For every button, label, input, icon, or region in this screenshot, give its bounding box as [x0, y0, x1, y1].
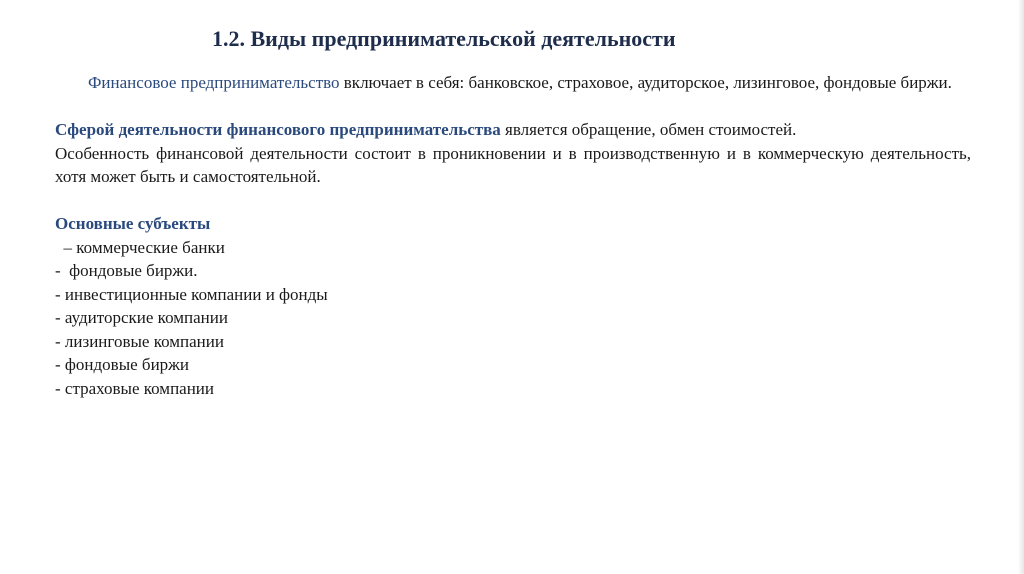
paragraph-feature: Особенность финансовой деятельности состоит в проникновении и в производственную и в коммерческую деятельность, хотя может быть и самостоятельной. [55, 143, 971, 186]
paragraph-sphere [55, 118, 971, 142]
paragraph-1-text: включает в себя: банковское, страховое, аудиторское, лизинговое, фондовые биржи. [339, 73, 952, 92]
spacer [55, 95, 971, 119]
spacer [55, 189, 971, 213]
list-item: - фондовые биржи. [55, 261, 198, 280]
subjects-heading: Основные субъекты [55, 214, 211, 233]
list-item: - фондовые биржи [55, 355, 190, 374]
slide-title: 1.2. Виды предпринимательской деятельности [212, 26, 676, 51]
slide-content [55, 71, 971, 400]
paragraph-financial-entrepreneurship [55, 71, 971, 95]
slide-edge-shadow [1018, 0, 1024, 574]
term-financial-entrepreneurship: Финансовое предпринимательство [88, 73, 340, 92]
list-item: - инвестиционные компании и фонды [55, 284, 328, 304]
term-sphere: Сферой деятельности финансового предпринимательства [55, 120, 501, 139]
paragraph-2-text: является обращение, обмен стоимостей. [500, 120, 797, 139]
list-item: – коммерческие банки [55, 237, 225, 257]
list-item: - страховые компании [55, 378, 215, 398]
subjects-list [55, 236, 971, 401]
list-item: - лизинговые компании [55, 331, 224, 351]
list-item: - аудиторские компании [55, 308, 228, 327]
